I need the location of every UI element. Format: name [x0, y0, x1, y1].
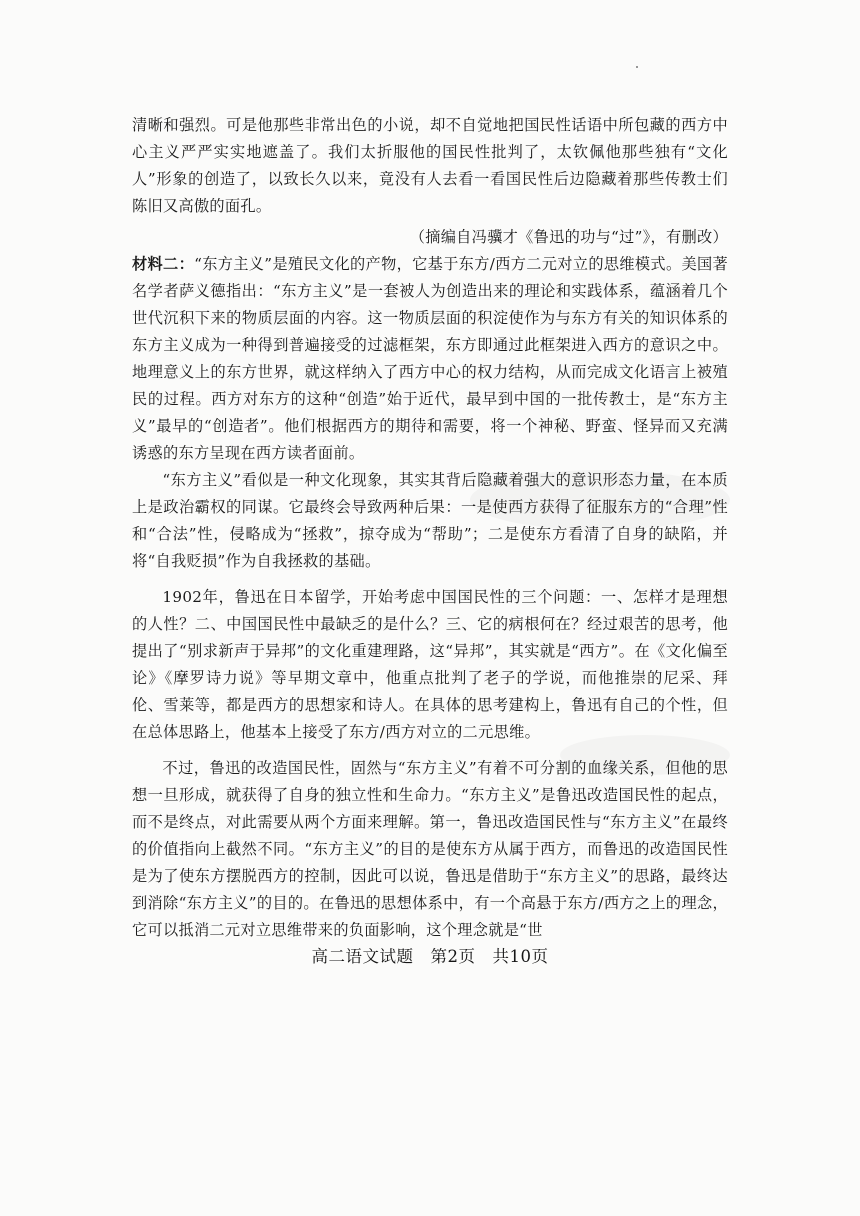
paragraph-however: 不过，鲁迅的改造国民性，固然与“东方主义”有着不可分割的血缘关系，但他的思想一旦形成，就获得了自身的独立性和生命力。“东方主义”是鲁迅改造国民性的起点，而不是终点，对此需要从两个方面来理解。第一，鲁迅改造国民性与“东方主义”在最终的价值指向上截然不同。“东方主义”的目的是使东方从属于西方，而鲁迅的改造国民性是为了使东方摆脱西方的控制，因此可以说，鲁迅是借助于“东方主义”的思路，最终达到消除“东方主义”的目的。在鲁迅的思想体系中，有一个高悬于东方/西方之上的理念，它可以抵消二元对立思维带来的负面影响，这个理念就是“世 [132, 759, 728, 939]
material-two-paragraph [132, 251, 728, 467]
scan-speck [636, 66, 638, 68]
source-citation: （摘编自冯骥才《鲁迅的功与“过”》，有删改） [409, 228, 728, 246]
material-label: 材料二： [132, 255, 195, 273]
paragraph-continuation: 清晰和强烈。可是他那些非常出色的小说，却不自觉地把国民性话语中所包藏的西方中心主义严严实实地遮盖了。我们太折服他的国民性批判了，太钦佩他那些独有“文化人”形象的创造了，以致长久以来，竟没有人去看一看国民性后边隐藏着那些传教士们陈旧又高傲的面孔。 [132, 116, 728, 215]
paragraph-1902: 1902年，鲁迅在日本留学，开始考虑中国国民性的三个问题：一、怎样才是理想的人性？二、中国国民性中最缺乏的是什么？三、它的病根何在？经过艰苦的思考，他提出了“别求新声于异邦”的文化重建理路，这“异邦”，其实就是“西方”。在《文化偏至论》《摩罗诗力说》等早期文章中，他重点批判了老子的学说，而他推崇的尼采、拜伦、雪莱等，都是西方的思想家和诗人。在具体的思考建构上，鲁迅有自己的个性，但在总体思路上，他基本上接受了东方/西方对立的二元思维。 [132, 588, 728, 741]
article-body [132, 112, 728, 944]
paragraph-orientalism: “东方主义”看似是一种文化现象，其实其背后隐藏着强大的意识形态力量，在本质上是政治霸权的同谋。它最终会导致两种后果：一是使西方获得了征服东方的“合理”性和“合法”性，侵略成为“拯救”，掠夺成为“帮助”；二是使东方看清了自身的缺陷，并将“自我贬损”作为自我拯救的基础。 [132, 471, 728, 570]
material-two-text: “东方主义”是殖民文化的产物，它基于东方/西方二元对立的思维模式。美国著名学者萨义德指出：“东方主义”是一套被人为创造出来的理论和实践体系，蕴涵着几个世代沉积下来的物质层面的内容。这一物质层面的积淀使作为与东方有关的知识体系的东方主义成为一种得到普遍接受的过滤框架，东方即通过此框架进入西方的意识之中。地理意义上的东方世界，就这样纳入了西方中心的权力结构，从而完成文化语言上被殖民的过程。西方对东方的这种“创造”始于近代，最早到中国的一批传教士，是“东方主义”最早的“创造者”。他们根据西方的期待和需要，将一个神秘、野蛮、怪异而又充满诱惑的东方呈现在西方读者面前。 [132, 255, 729, 462]
page-footer: 高二语文试题 第2页 共10页 [311, 947, 549, 966]
